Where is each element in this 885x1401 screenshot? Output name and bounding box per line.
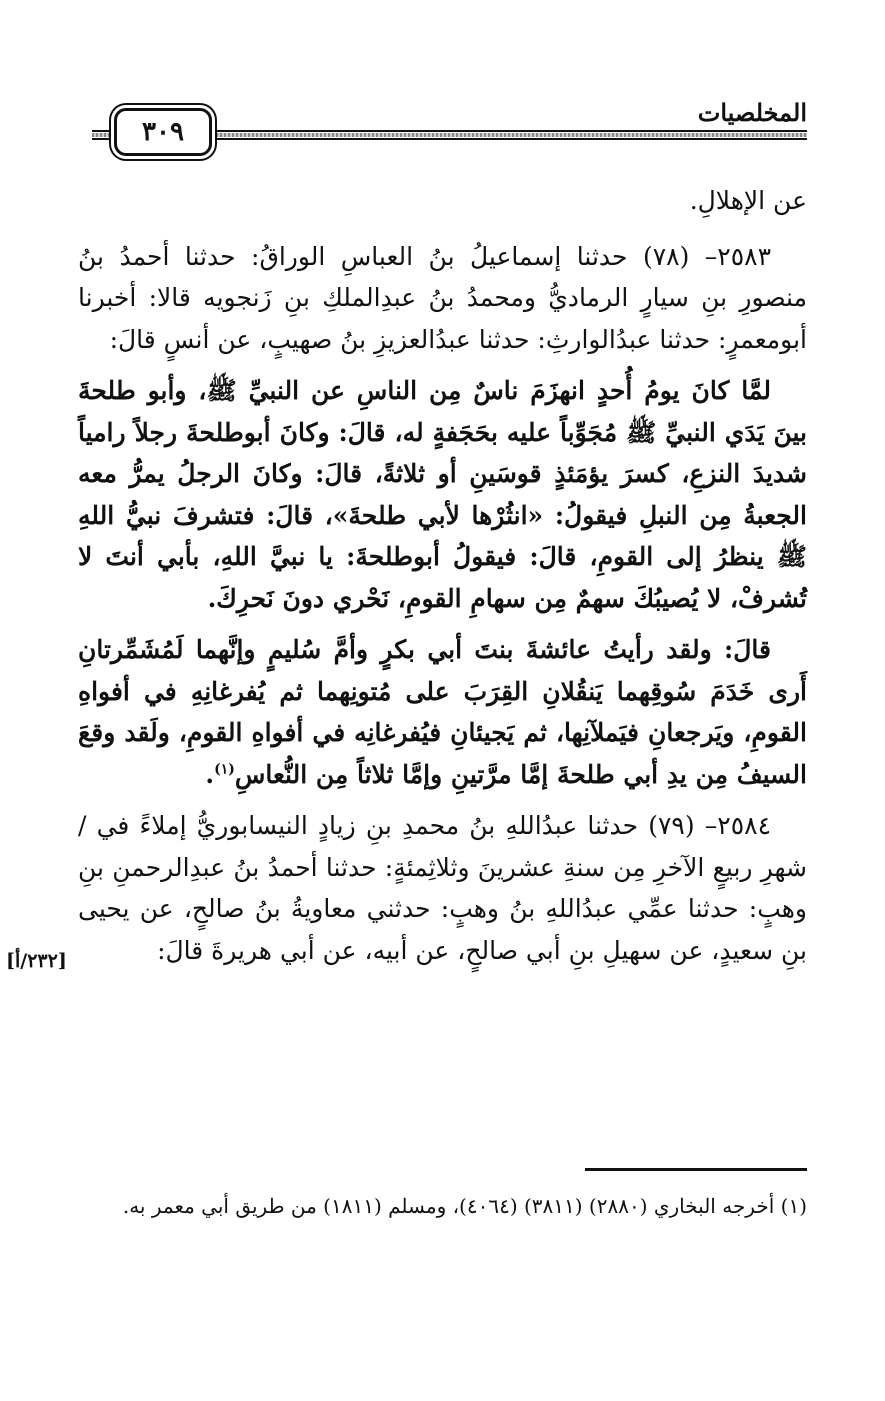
opening-line: عن الإهلالِ. xyxy=(689,186,807,215)
header-title: المخلصيات xyxy=(688,98,807,128)
hadith-2584-isnad: ٢٥٨٤– (٧٩) حدثنا عبدُاللهِ بنُ محمدِ بنِ زيادٍ النيسابوريُّ إملاءً في / شهرِ ربيعٍ الآخرِ مِن سنةِ عشرينَ وثلاثِمئةٍ: حدثنا أحمدُ بنُ عبدِالرحمنِ بنِ وهبٍ: حدثنا عمِّي عبدُاللهِ بنُ وهبٍ: حدثني معاويةُ بنُ صالحٍ، عن يحيى بنِ سعيدٍ، عن سهيلِ بنِ أبي صالحٍ، عن أبيه، عن أبي هريرةَ قالَ: xyxy=(78,811,807,965)
running-header xyxy=(92,98,807,158)
page-number: ٣٠٩ xyxy=(142,117,184,147)
page-number-box xyxy=(114,108,212,156)
hadith-2583-matn-2 xyxy=(78,629,807,795)
footnote-separator xyxy=(585,1168,807,1171)
footnote-marker[interactable]: (١) xyxy=(214,761,235,778)
footnotes xyxy=(78,1188,807,1224)
manuscript-folio-ref: [٢٣٢/أ] xyxy=(6,950,67,972)
sentence-end: . xyxy=(205,759,215,789)
main-text xyxy=(78,180,807,981)
hadith-2583-isnad: ٢٥٨٣– (٧٨) حدثنا إسماعيلُ بنُ العباسِ الوراقُ: حدثنا أحمدُ بنُ منصورِ بنِ سيارٍ الرماديُّ ومحمدُ بنُ عبدِالملكِ بنِ زَنجويه قالا: أخبرنا أبومعمرٍ: حدثنا عبدُالوارثِ: حدثنا عبدُالعزيزِ بنُ صهيبٍ، عن أنسٍ قالَ: xyxy=(78,241,807,354)
hadith-2583-matn-1: لمَّا كانَ يومُ أُحدٍ انهزَمَ ناسٌ مِن الناسِ عن النبيِّ ﷺ، وأبو طلحةَ بينَ يَدَي النبيِّ ﷺ مُجَوِّباً عليه بحَجَفةٍ له، قالَ: وكانَ أبوطلحةَ رجلاً رامياً شديدَ النزعِ، كسرَ يؤمَئذٍ قوسَينِ أو ثلاثةً، قالَ: وكانَ الرجلُ يمرُّ معه الجعبةُ مِن النبلِ فيقولُ: «انثُرْها لأبي طلحةَ»، قالَ: فتشرفَ نبيُّ اللهِ ﷺ ينظرُ إلى القومِ، قالَ: فيقولُ أبوطلحةَ: يا نبيَّ اللهِ، بأبي أنتَ لا تُشرفْ، لا يُصيبُكَ سهمٌ مِن سهامِ القومِ، نَحْري دونَ نَحرِكَ. xyxy=(78,376,807,613)
hadith-2583-matn-2-text: قالَ: ولقد رأيتُ عائشةَ بنتَ أبي بكرٍ وأمَّ سُليمٍ وإنَّهما لَمُشَمِّرتانِ أَرى خَدَمَ سُوقِهما يَنقُلانِ القِرَبَ على مُتونِهما ثم يُفرغانِهِ في أفواهِ القومِ، ويَرجعانِ فيَملآنِها، ثم يَجيئانِ فيُفرغانِه في أفواهِ القومِ، ولَقد وقعَ السيفُ مِن يدِ أبي طلحةَ إمَّا مرَّتينِ وإمَّا ثلاثاً مِن النُّعاسِ xyxy=(78,635,807,789)
footnote-1: (١) أخرجه البخاري (٢٨٨٠) (٣٨١١) (٤٠٦٤)، ومسلم (١٨١١) من طريق أبي معمر به. xyxy=(122,1194,807,1218)
